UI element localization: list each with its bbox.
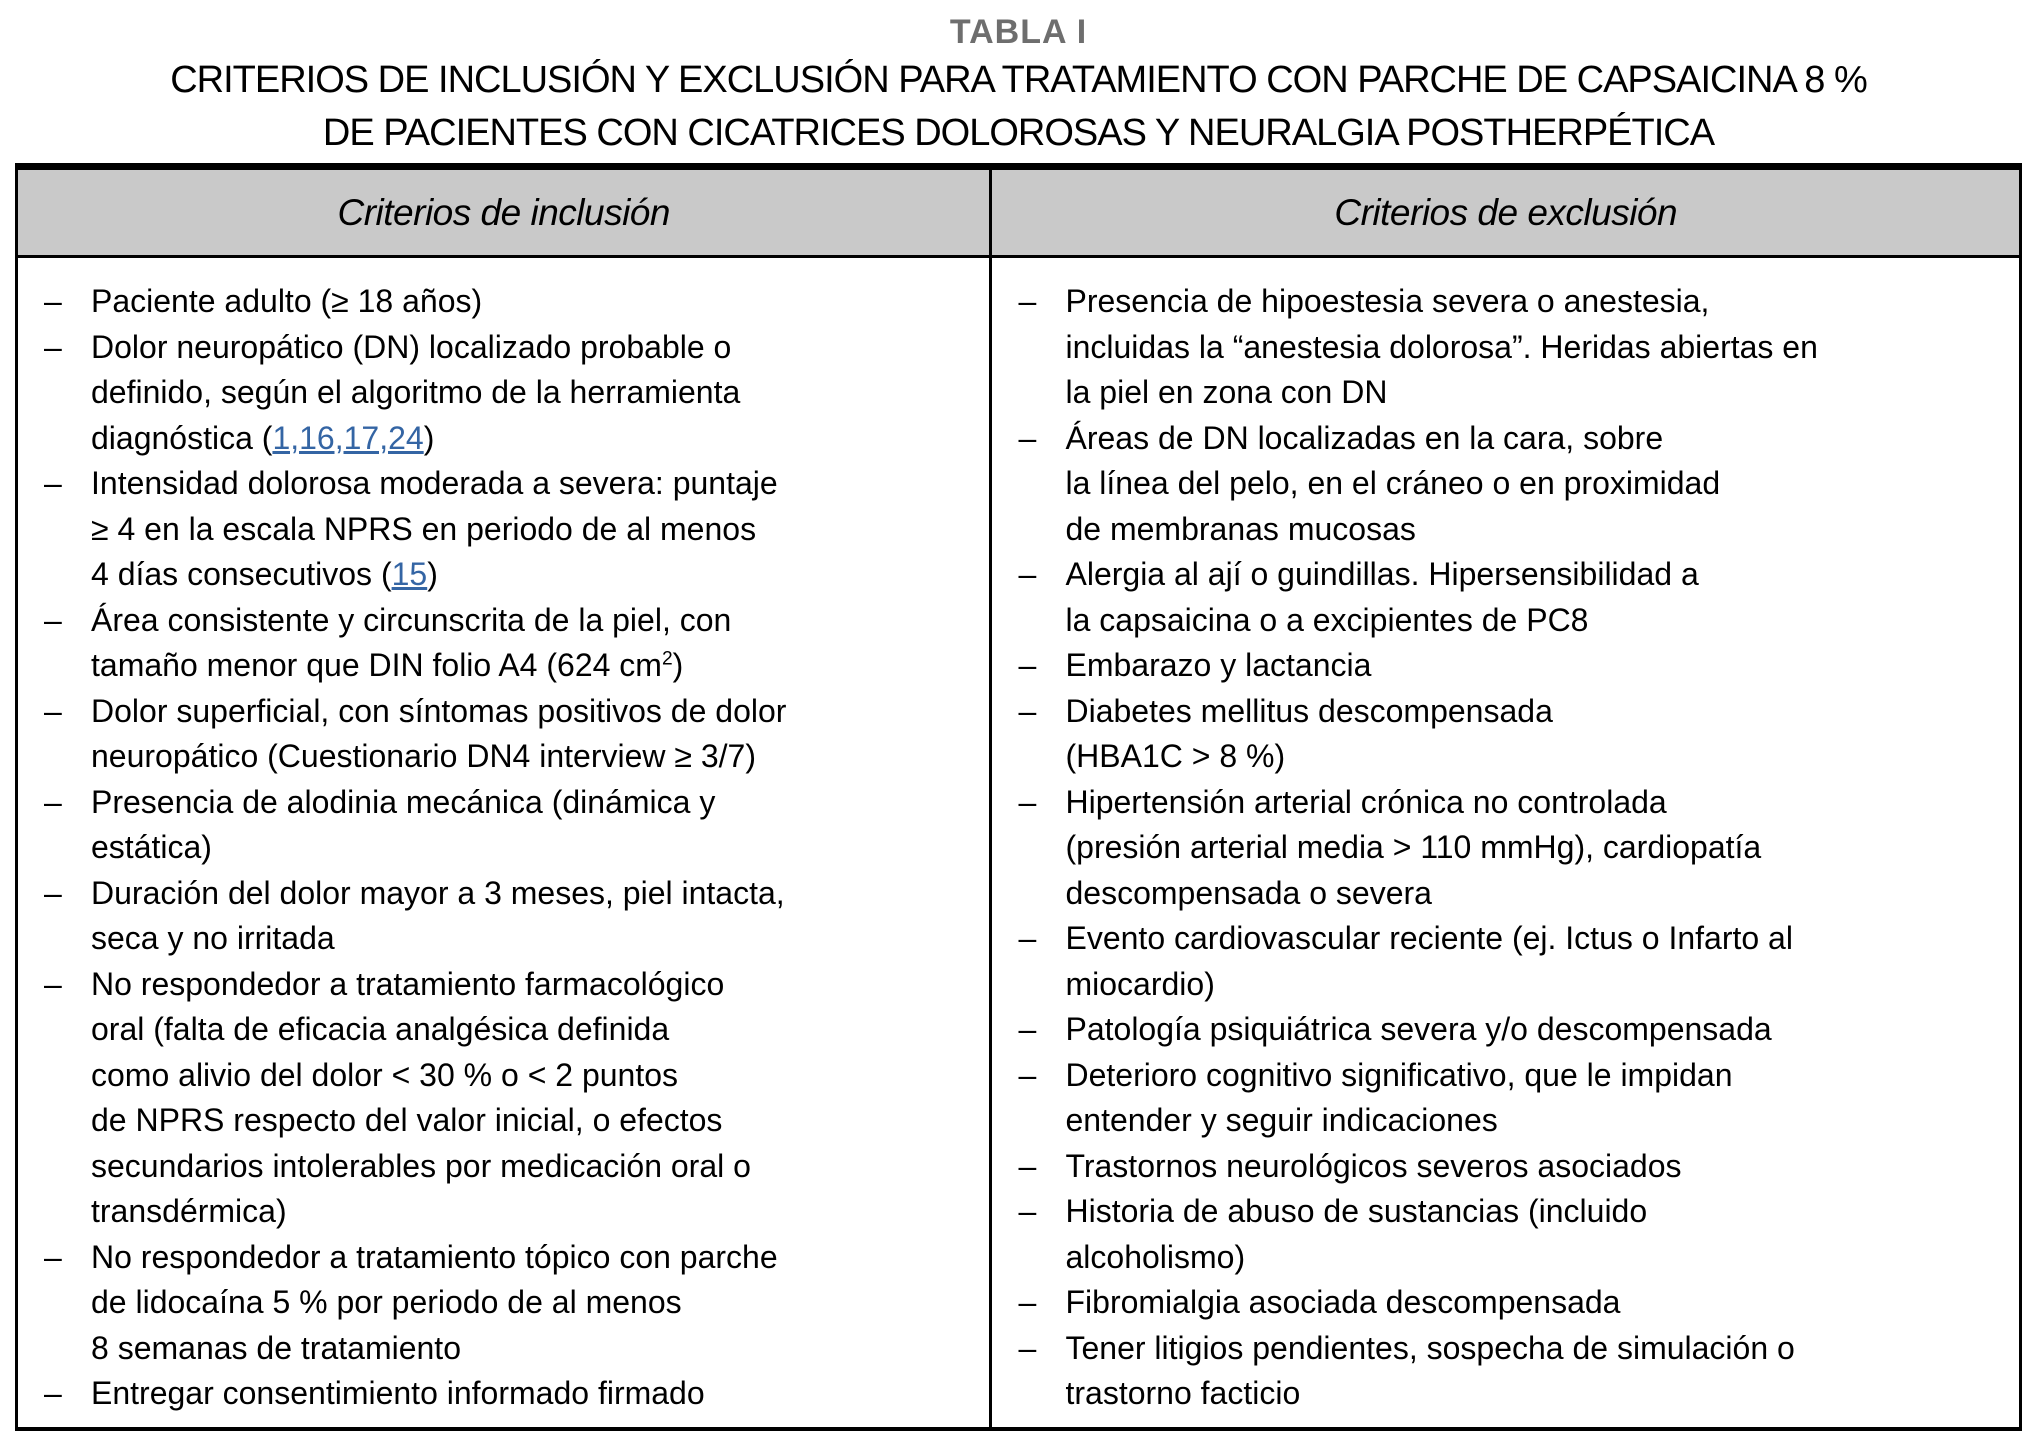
criterion-line bbox=[1065, 1280, 2007, 1326]
criterion-text bbox=[1065, 689, 2007, 780]
bullet-dash: – bbox=[1018, 1056, 1037, 1093]
criterion-item bbox=[44, 1235, 977, 1372]
criterion-text bbox=[1065, 1053, 2007, 1144]
text-run: (HBA1C > 8 %) bbox=[1065, 738, 1286, 774]
criterion-line bbox=[1065, 734, 2007, 780]
criterion-item bbox=[1018, 1189, 2007, 1280]
criterion-line bbox=[91, 1098, 977, 1144]
criterion-line bbox=[1065, 916, 2007, 962]
criterion-line bbox=[91, 507, 977, 553]
text-run: como alivio del dolor < 30 % o < 2 puntos bbox=[91, 1056, 679, 1093]
bullet-dash: – bbox=[1018, 1011, 1037, 1047]
criterion-text bbox=[1065, 1280, 2007, 1326]
text-run: Hipertensión arterial crónica no controlada bbox=[1065, 783, 1667, 820]
criterion-line bbox=[91, 279, 977, 325]
bullet-dash: – bbox=[44, 1238, 62, 1275]
criterion-line bbox=[91, 1189, 977, 1235]
text-run: ) bbox=[423, 419, 435, 456]
text-run: No respondedor a tratamiento tópico con parche bbox=[91, 1238, 778, 1275]
criterion-item bbox=[44, 461, 977, 598]
text-run: Presencia de hipoestesia severa o anestesia, bbox=[1065, 283, 1710, 319]
bullet-dash: – bbox=[1018, 1193, 1037, 1229]
criterion-item bbox=[1018, 689, 2007, 780]
text-run: seca y no irritada bbox=[91, 920, 335, 956]
text-run: definido, según el algoritmo de la herramienta bbox=[91, 374, 741, 410]
table-number-label: TABLA I bbox=[949, 13, 1088, 51]
text-run: entender y seguir indicaciones bbox=[1065, 1102, 1498, 1138]
criterion-text bbox=[91, 962, 977, 1235]
reference-link[interactable]: 1,16,17,24 bbox=[272, 419, 424, 456]
criterion-item bbox=[44, 871, 977, 962]
text-run: Áreas de DN localizadas en la cara, sobre bbox=[1065, 419, 1664, 456]
criterion-item bbox=[1018, 416, 2007, 553]
text-run: ) bbox=[672, 647, 684, 683]
criterion-line bbox=[91, 916, 977, 962]
text-run: oral (falta de eficacia analgésica definida bbox=[91, 1011, 670, 1047]
criterion-line bbox=[1065, 552, 2007, 598]
text-run: Dolor superficial, con síntomas positivos de dolor bbox=[91, 692, 787, 729]
bullet-dash: – bbox=[44, 783, 62, 820]
criterion-item bbox=[1018, 643, 2007, 689]
criterion-text bbox=[91, 871, 977, 962]
criterion-text bbox=[91, 461, 977, 598]
criterion-line bbox=[91, 552, 977, 598]
bullet-dash: – bbox=[1018, 419, 1037, 456]
criterion-line bbox=[1065, 825, 2007, 871]
text-run: Trastornos neurológicos severos asociados bbox=[1065, 1147, 1682, 1184]
criterion-text bbox=[91, 325, 977, 462]
criterion-line bbox=[1065, 643, 2007, 689]
criterion-line bbox=[91, 871, 977, 917]
text-run: transdérmica) bbox=[91, 1193, 287, 1229]
criterion-line bbox=[1065, 689, 2007, 735]
bullet-dash: – bbox=[44, 283, 62, 319]
criterion-line bbox=[1065, 962, 2007, 1008]
bullet-dash: – bbox=[44, 601, 62, 638]
criterion-item bbox=[44, 325, 977, 462]
criterion-text bbox=[91, 1371, 977, 1417]
criteria-table bbox=[15, 163, 2022, 1431]
title-block bbox=[0, 0, 2037, 160]
criterion-line bbox=[1065, 279, 2007, 325]
criterion-line bbox=[1065, 507, 2007, 553]
text-run: Duración del dolor mayor a 3 meses, piel intacta, bbox=[91, 874, 785, 911]
text-run: la capsaicina o a excipientes de PC8 bbox=[1065, 601, 1589, 638]
text-run: descompensada o severa bbox=[1065, 874, 1432, 911]
criterion-line bbox=[1065, 370, 2007, 416]
bullet-dash: – bbox=[44, 465, 62, 501]
superscript: 2 bbox=[661, 648, 673, 670]
text-run: Fibromialgia asociada descompensada bbox=[1065, 1284, 1621, 1320]
criterion-line bbox=[91, 1326, 977, 1372]
criterion-item bbox=[1018, 780, 2007, 917]
bullet-dash: – bbox=[1018, 1284, 1037, 1320]
text-run: Paciente adulto (≥ 18 años) bbox=[91, 283, 483, 319]
criterion-text bbox=[1065, 916, 2007, 1007]
bullet-dash: – bbox=[1018, 1329, 1037, 1366]
criterion-line bbox=[1065, 780, 2007, 826]
bullet-dash: – bbox=[44, 328, 62, 365]
text-run: trastorno facticio bbox=[1065, 1375, 1301, 1411]
table-header-row bbox=[18, 170, 2019, 258]
column-inclusion bbox=[18, 258, 992, 1427]
reference-link[interactable]: 15 bbox=[391, 556, 428, 592]
column-exclusion bbox=[992, 258, 2019, 1427]
text-run: neuropático (Cuestionario DN4 interview ≥ 3/7) bbox=[91, 738, 756, 774]
text-run: ) bbox=[427, 556, 438, 592]
text-run: Presencia de alodinia mecánica (dinámica y bbox=[91, 783, 716, 820]
criterion-item bbox=[1018, 1326, 2007, 1417]
criterion-item bbox=[44, 780, 977, 871]
bullet-dash: – bbox=[1018, 283, 1037, 319]
criterion-line bbox=[1065, 1007, 2007, 1053]
criterion-line bbox=[1065, 416, 2007, 462]
criterion-line bbox=[91, 1007, 977, 1053]
criterion-line bbox=[1065, 1053, 2007, 1099]
text-run: de NPRS respecto del valor inicial, o efectos bbox=[91, 1102, 723, 1138]
criterion-line bbox=[1065, 1235, 2007, 1281]
criterion-line bbox=[91, 825, 977, 871]
criterion-item bbox=[1018, 1280, 2007, 1326]
criterion-line bbox=[91, 370, 977, 416]
criterion-item bbox=[44, 598, 977, 689]
text-run: Dolor neuropático (DN) localizado probable o bbox=[91, 328, 732, 365]
criterion-item bbox=[1018, 916, 2007, 1007]
text-run: Tener litigios pendientes, sospecha de simulación o bbox=[1065, 1329, 1795, 1366]
criterion-item bbox=[44, 279, 977, 325]
criterion-line bbox=[91, 1280, 977, 1326]
criterion-item bbox=[1018, 1053, 2007, 1144]
bullet-dash: – bbox=[1018, 783, 1037, 820]
text-run: diagnóstica ( bbox=[91, 419, 273, 456]
bullet-dash: – bbox=[44, 874, 62, 911]
text-run: (presión arterial media > 110 mmHg), cardiopatía bbox=[1065, 829, 1762, 865]
criterion-line bbox=[91, 780, 977, 826]
text-run: secundarios intolerables por medicación oral o bbox=[91, 1147, 751, 1184]
criterion-text bbox=[91, 598, 977, 689]
table-body-row bbox=[18, 258, 2019, 1427]
text-run: Alergia al ají o guindillas. Hipersensibilidad a bbox=[1065, 556, 1699, 592]
text-run: Intensidad dolorosa moderada a severa: puntaje bbox=[91, 465, 778, 501]
text-run: alcoholismo) bbox=[1065, 1238, 1246, 1275]
text-run: la línea del pelo, en el cráneo o en proximidad bbox=[1065, 465, 1721, 501]
criterion-item bbox=[1018, 1007, 2007, 1053]
bullet-dash: – bbox=[44, 965, 62, 1002]
criterion-line bbox=[91, 962, 977, 1008]
criterion-text bbox=[1065, 1144, 2007, 1190]
bullet-dash: – bbox=[1018, 647, 1037, 683]
criterion-line bbox=[1065, 598, 2007, 644]
criterion-line bbox=[1065, 1144, 2007, 1190]
text-run: Entregar consentimiento informado firmado bbox=[91, 1375, 705, 1411]
criterion-item bbox=[44, 1371, 977, 1417]
text-run: ≥ 4 en la escala NPRS en periodo de al menos bbox=[91, 510, 757, 547]
criterion-line bbox=[1065, 1326, 2007, 1372]
criterion-line bbox=[91, 1371, 977, 1417]
criterion-line bbox=[91, 461, 977, 507]
criterion-item bbox=[1018, 1144, 2007, 1190]
criterion-text bbox=[1065, 643, 2007, 689]
criterion-line bbox=[1065, 1189, 2007, 1235]
table-title-line-2: DE PACIENTES CON CICATRICES DOLOROSAS Y NEURALGIA POSTHERPÉTICA bbox=[322, 112, 1715, 154]
header-cell-exclusion: Criterios de exclusión bbox=[1334, 191, 1678, 233]
bullet-dash: – bbox=[44, 1375, 62, 1411]
criterion-item bbox=[1018, 279, 2007, 416]
text-run: tamaño menor que DIN folio A4 (624 cm bbox=[91, 647, 662, 683]
criterion-item bbox=[44, 962, 977, 1235]
criterion-line bbox=[1065, 1098, 2007, 1144]
criterion-line bbox=[1065, 325, 2007, 371]
text-run: Deterioro cognitivo significativo, que le impidan bbox=[1065, 1056, 1733, 1093]
criterion-text bbox=[91, 780, 977, 871]
criterion-line bbox=[91, 416, 977, 462]
text-run: Patología psiquiátrica severa y/o descompensada bbox=[1065, 1011, 1772, 1047]
criterion-line bbox=[91, 1053, 977, 1099]
criterion-line bbox=[91, 643, 977, 689]
text-run: incluidas la “anestesia dolorosa”. Heridas abiertas en bbox=[1065, 328, 1818, 365]
criterion-text bbox=[91, 1235, 977, 1372]
criterion-text bbox=[1065, 1326, 2007, 1417]
text-run: Historia de abuso de sustancias (incluido bbox=[1065, 1193, 1648, 1229]
criterion-item bbox=[44, 689, 977, 780]
criterion-text bbox=[1065, 1007, 2007, 1053]
bullet-dash: – bbox=[1018, 556, 1037, 592]
criterion-text bbox=[1065, 780, 2007, 917]
criterion-line bbox=[1065, 461, 2007, 507]
criterion-line bbox=[91, 734, 977, 780]
text-run: estática) bbox=[91, 829, 212, 865]
criterion-line bbox=[91, 1144, 977, 1190]
criterion-line bbox=[91, 1235, 977, 1281]
bullet-dash: – bbox=[1018, 920, 1037, 956]
criterion-line bbox=[1065, 871, 2007, 917]
text-run: Embarazo y lactancia bbox=[1065, 647, 1372, 683]
criterion-text bbox=[1065, 279, 2007, 416]
criterion-line bbox=[91, 689, 977, 735]
text-run: Diabetes mellitus descompensada bbox=[1065, 692, 1553, 729]
text-run: de membranas mucosas bbox=[1065, 510, 1416, 547]
text-run: No respondedor a tratamiento farmacológico bbox=[91, 965, 725, 1002]
bullet-dash: – bbox=[1018, 1147, 1037, 1184]
header-cell-inclusion: Criterios de inclusión bbox=[18, 170, 992, 255]
text-run: Evento cardiovascular reciente (ej. Ictus o Infarto al bbox=[1065, 920, 1793, 956]
criterion-text bbox=[91, 279, 977, 325]
bullet-dash: – bbox=[44, 692, 62, 729]
text-run: Área consistente y circunscrita de la piel, con bbox=[91, 601, 732, 638]
criterion-line bbox=[91, 325, 977, 371]
criterion-item bbox=[1018, 552, 2007, 643]
text-run: la piel en zona con DN bbox=[1065, 374, 1388, 410]
criterion-text bbox=[1065, 552, 2007, 643]
criterion-text bbox=[1065, 416, 2007, 553]
text-run: de lidocaína 5 % por periodo de al menos bbox=[91, 1284, 682, 1320]
criterion-text bbox=[91, 689, 977, 780]
criterion-line bbox=[91, 598, 977, 644]
table-title-line-1: CRITERIOS DE INCLUSIÓN Y EXCLUSIÓN PARA TRATAMIENTO CON PARCHE DE CAPSAICINA 8 % bbox=[170, 59, 1867, 101]
criterion-line bbox=[1065, 1371, 2007, 1417]
criterion-text bbox=[1065, 1189, 2007, 1280]
bullet-dash: – bbox=[1018, 692, 1037, 729]
text-run: 4 días consecutivos ( bbox=[91, 556, 392, 592]
text-run: 8 semanas de tratamiento bbox=[91, 1329, 461, 1366]
text-run: miocardio) bbox=[1065, 965, 1215, 1002]
